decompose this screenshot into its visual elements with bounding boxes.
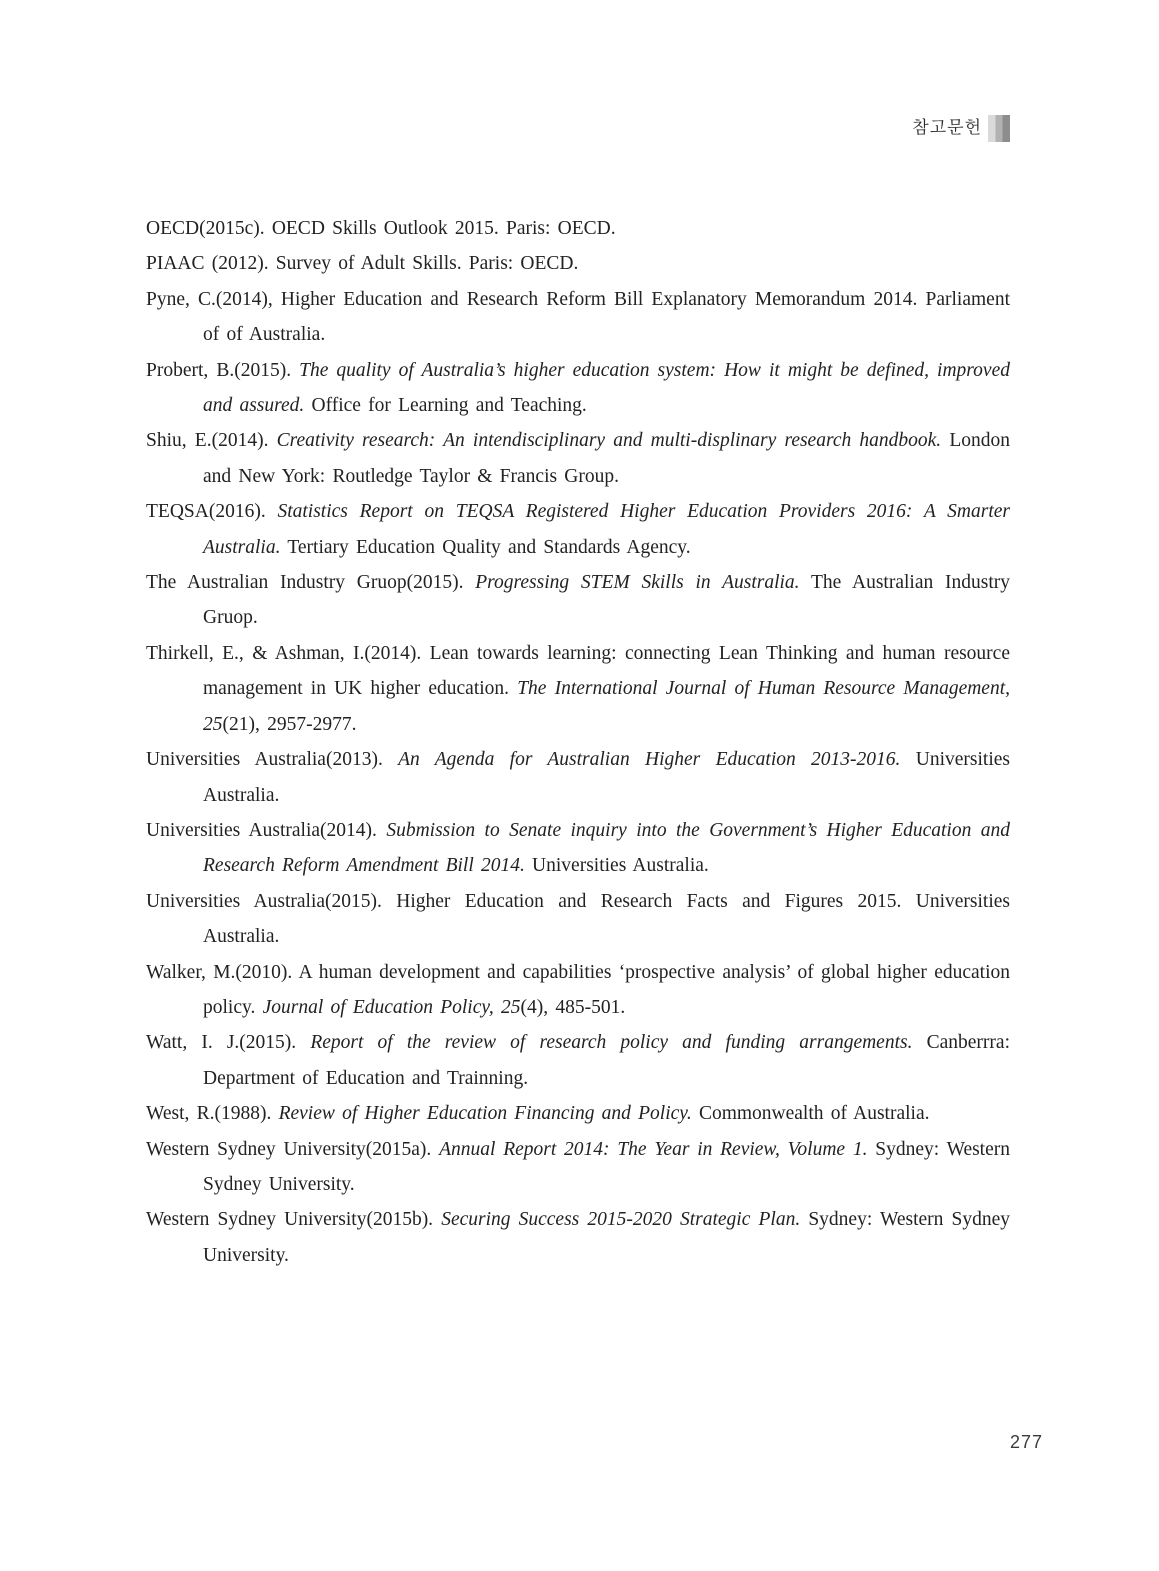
reference-entry — [146, 636, 1010, 742]
reference-text: Sydney: Western Sydney University. — [203, 1138, 1010, 1195]
reference-title-italic: Annual Report 2014: The Year in Review, Volume 1. — [439, 1138, 868, 1160]
reference-text: Thirkell, E., & Ashman, I.(2014). Lean towards learning: connecting Lean Thinking and human resource management in UK higher education. — [146, 642, 1010, 700]
reference-text: PIAAC (2012). Survey of Adult Skills. Paris: OECD. — [146, 253, 579, 275]
reference-text: TEQSA(2016). — [146, 501, 278, 523]
reference-text: Universities Australia(2014). — [146, 819, 387, 841]
reference-text: Commonwealth of Australia. — [691, 1103, 930, 1125]
reference-title-italic: Report of the review of research policy and funding arrangements. — [310, 1032, 913, 1054]
reference-title-italic: Creativity research: An intendisciplinary and multi-displinary research handbook. — [276, 430, 942, 452]
reference-title-italic: Progressing STEM Skills in Australia. — [475, 572, 800, 594]
page-number: 277 — [1010, 1432, 1044, 1452]
reference-entry — [146, 211, 1010, 246]
reference-text: Walker, M.(2010). A human development and capabilities ‘prospective analysis’ of global higher education policy. — [146, 961, 1010, 1018]
reference-text: Shiu, E.(2014). — [146, 430, 277, 452]
reference-text: Watt, I. J.(2015). — [146, 1032, 311, 1054]
reference-text: OECD(2015c). OECD Skills Outlook 2015. Paris: OECD. — [146, 218, 616, 239]
reference-text: (4), 485-501. — [520, 996, 626, 1018]
reference-title-italic: An Agenda for Australian Higher Education 2013-2016. — [398, 749, 901, 771]
reference-text: Universities Australia. — [524, 855, 709, 877]
reference-text: (21), 2957-2977. — [222, 713, 357, 735]
reference-text: Tertiary Education Quality and Standards Agency. — [280, 536, 691, 558]
reference-entry — [146, 565, 1010, 636]
reference-text: Sydney: Western Sydney University. — [203, 1209, 1011, 1266]
page-header-title: 참고문헌 — [912, 118, 982, 138]
reference-text: Canberrra: Department of Education and Trainning. — [203, 1032, 1010, 1089]
reference-entry — [146, 1132, 1010, 1203]
reference-entry — [146, 884, 1010, 955]
reference-text: London and New York: Routledge Taylor & Francis Group. — [203, 430, 1010, 487]
reference-entry — [146, 494, 1010, 565]
reference-text: Western Sydney University(2015b). — [146, 1209, 442, 1231]
reference-entry — [146, 423, 1010, 494]
reference-text: Universities Australia. — [203, 749, 1010, 806]
reference-entry — [146, 1025, 1010, 1096]
reference-entry — [146, 1096, 1010, 1131]
reference-list — [146, 211, 1010, 1273]
reference-title-italic: Statistics Report on TEQSA Registered Higher Education Providers 2016: A Smarter Australia. — [203, 501, 1010, 558]
reference-entry — [146, 246, 1010, 281]
reference-text: Western Sydney University(2015a). — [146, 1138, 440, 1160]
reference-entry — [146, 813, 1010, 884]
reference-text: Pyne, C.(2014), Higher Education and Research Reform Bill Explanatory Memorandum 2014. Parliament of of Australia. — [146, 288, 1010, 346]
reference-entry — [146, 1202, 1010, 1273]
reference-text: Probert, B.(2015). — [146, 359, 300, 381]
reference-title-italic: Journal of Education Policy, 25 — [262, 996, 521, 1018]
page-header — [912, 115, 1010, 142]
reference-title-italic: Securing Success 2015-2020 Strategic Plan. — [441, 1209, 801, 1231]
reference-text: Universities Australia(2015). Higher Education and Research Facts and Figures 2015. Universities Australia. — [146, 890, 1010, 948]
reference-entry — [146, 742, 1010, 813]
reference-text: The Australian Industry Gruop(2015). — [146, 572, 476, 594]
reference-title-italic: The International Journal of Human Resource Management, 25 — [203, 678, 1011, 735]
reference-title-italic: The quality of Australia’s higher education system: How it might be defined, improved and assured. — [203, 359, 1010, 417]
reference-text: Office for Learning and Teaching. — [304, 395, 587, 417]
header-accent-bar-icon — [988, 115, 1010, 142]
reference-entry — [146, 353, 1010, 424]
reference-title-italic: Review of Higher Education Financing and Policy. — [278, 1103, 692, 1125]
reference-entry — [146, 955, 1010, 1026]
reference-text: Universities Australia(2013). — [146, 749, 399, 771]
reference-text: West, R.(1988). — [146, 1103, 279, 1125]
reference-entry — [146, 282, 1010, 353]
reference-text: The Australian Industry Gruop. — [203, 572, 1010, 629]
reference-title-italic: Submission to Senate inquiry into the Government’s Higher Education and Research Reform Amendment Bill 2014. — [203, 819, 1011, 877]
